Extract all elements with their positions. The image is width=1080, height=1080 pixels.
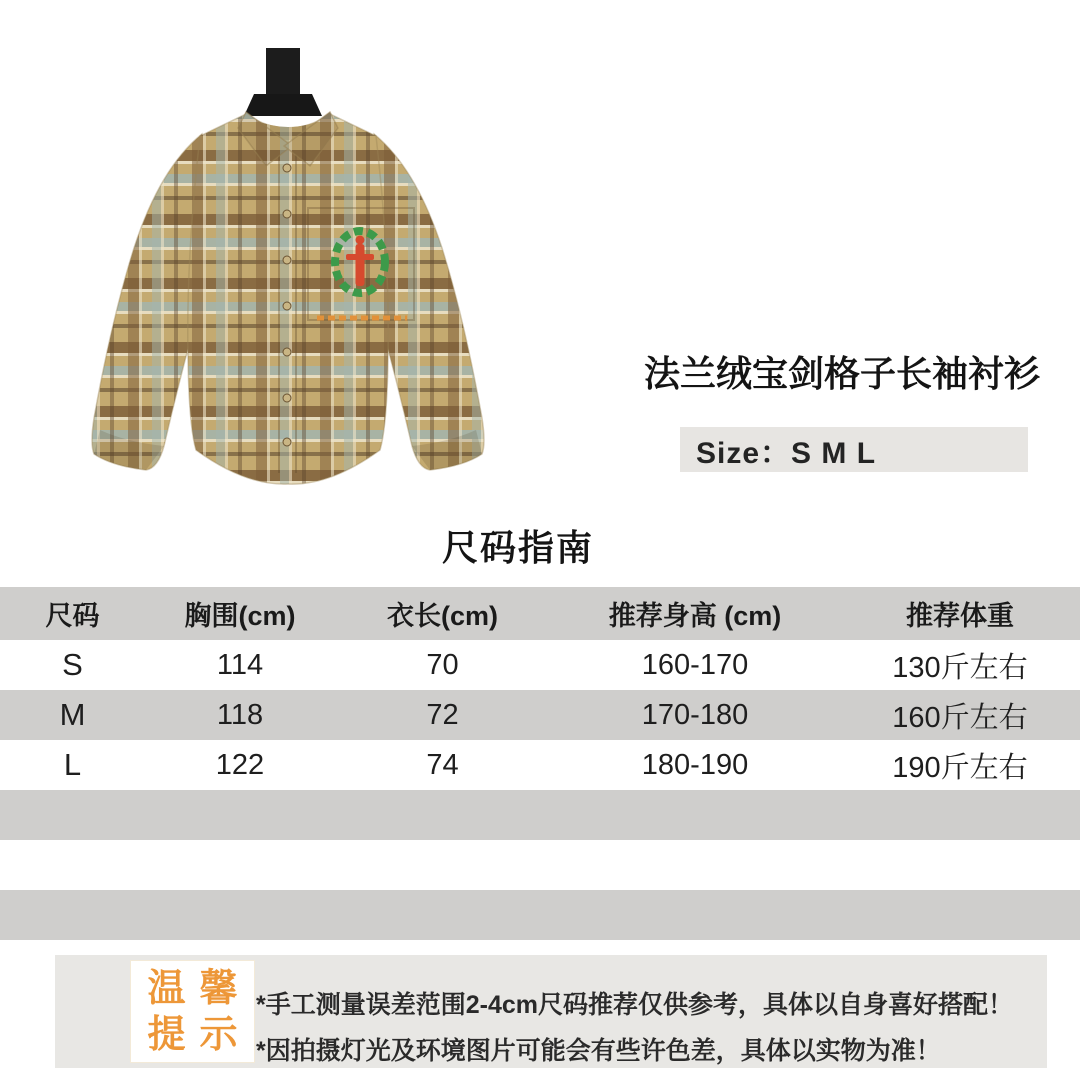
size-availability-box [680, 427, 1028, 472]
col-header-weight: 推荐体重 [906, 601, 1014, 631]
cell-size: M [59, 697, 86, 732]
cell-chest: 122 [215, 748, 265, 781]
col-header-chest: 胸围(cm) [184, 601, 296, 631]
table-empty-row [0, 790, 1080, 840]
size-table-header-row [0, 587, 1080, 640]
cell-size: S [62, 647, 83, 682]
table-empty-row [0, 890, 1080, 940]
cell-length: 74 [426, 748, 459, 781]
cell-weight: 130斤左右 [892, 651, 1028, 684]
cell-chest: 114 [216, 648, 264, 681]
table-row-s [0, 640, 1080, 690]
warm-tips-badge [130, 960, 255, 1063]
warm-tips-panel [55, 955, 1047, 1068]
cell-length: 70 [426, 648, 459, 681]
table-row-l [0, 740, 1080, 790]
hanger-icon [244, 48, 322, 116]
badge-line-2: 提示 [147, 1013, 252, 1056]
table-empty-row [0, 840, 1080, 890]
size-guide-title: 尺码指南 [441, 527, 594, 568]
tip-line-2: *因拍摄灯光及环境图片可能会有些许色差，具体以实物为准！ [256, 1037, 941, 1065]
product-photo [60, 18, 560, 503]
cell-height: 160-170 [641, 648, 749, 681]
col-header-height: 推荐身高 (cm) [608, 601, 782, 631]
col-header-length: 衣长(cm) [386, 601, 498, 631]
table-row-m [0, 690, 1080, 740]
cell-height: 180-190 [641, 748, 749, 781]
cell-size: L [63, 747, 82, 782]
col-header-size: 尺码 [45, 601, 100, 631]
size-table [0, 587, 1080, 940]
cell-length: 72 [426, 698, 459, 731]
cell-weight: 190斤左右 [892, 751, 1028, 784]
shirt-body [188, 114, 414, 484]
shirt-illustration [60, 18, 560, 503]
cell-chest: 118 [216, 698, 264, 731]
cell-weight: 160斤左右 [892, 701, 1028, 734]
tip-line-1: *手工测量误差范围2-4cm尺码推荐仅供参考，具体以自身喜好搭配！ [256, 991, 1013, 1019]
size-availability-text: Size：S M L [696, 436, 877, 470]
badge-line-1: 温馨 [147, 967, 252, 1010]
cell-height: 170-180 [641, 698, 749, 731]
product-title: 法兰绒宝剑格子长袖衬衫 [644, 353, 1041, 394]
